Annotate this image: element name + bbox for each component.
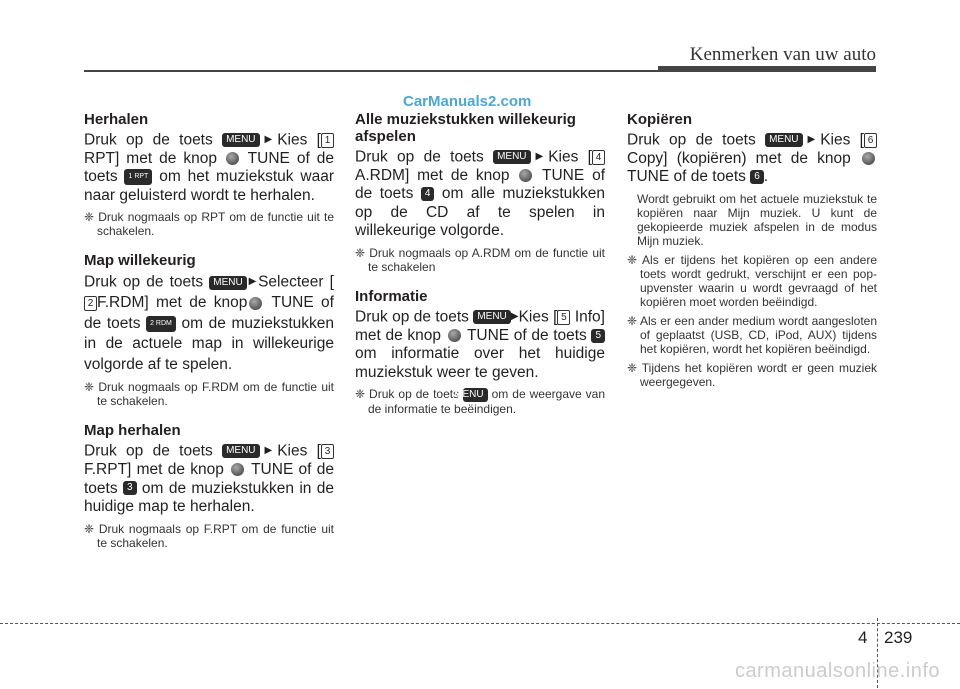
number-4-icon: 4 [592,150,605,165]
key-4-icon: 4 [421,187,435,201]
section-title: Map herhalen [84,422,181,440]
menu-key-icon: MENU [765,133,802,147]
note: ❈ Druk nogmaals op F.RPT om de functie uit te schakelen. [84,521,334,550]
number-2-icon: 2 [84,296,97,311]
tune-knob-icon [226,152,239,165]
tune-knob-icon [862,152,875,165]
note: ❈ Als er tijdens het kopiëren op een andere toets wordt gedrukt, verschijnt er een pop-upvenster waarin u wordt gevraagd of het kopiëren moet worden beëindigd. [627,252,877,309]
section-title: Informatie [355,287,428,305]
watermark-top[interactable]: CarManuals2.com [403,93,532,110]
body-text: Druk op de toets MENU ▶Kies [ 5 Info] met de knop TUNE of de toets 5 om informatie over het huidige muziekstuk weer te geven. [355,308,605,381]
arrow-right-icon: ▶ [259,134,278,145]
menu-key-icon: MENU [463,388,487,402]
key-6-icon: 6 [750,170,764,184]
number-1-icon: 1 [321,133,334,148]
body-text: Druk op de toets MENU ▶Kies [ 3 F.RPT] met de knop TUNE of de toets 3 om de muziekstukken in de huidige map te herhalen. [84,442,334,516]
note: ❈ Druk op de toets MENU om de weergave van de informatie te beëindigen. [355,387,606,417]
body-text: Druk op de toets MENU ▶Kies [ 4 A.RDM] met de knop TUNE of de toets 4 om alle muziekstukken op de CD af te spelen in willekeurige volgorde. [355,148,606,240]
key-3-icon: 3 [123,481,137,495]
section-title: Kopiëren [627,111,693,128]
number-3-icon: 3 [321,444,334,459]
note: ❈ Druk nogmaals op RPT om de functie uit te schakelen. [84,210,334,239]
number-6-icon: 6 [864,133,877,148]
section-title: Alle muziekstukken willekeurig afspelen [355,111,576,145]
body-text: Druk op de toets MENU ▶Kies [ 1 RPT] met de knop TUNE of de toets 1 RPT om het muziekstuk waar naar geluisterd wordt te herhalen. [84,131,335,204]
footer-rule [0,623,960,624]
arrow-right-icon: ▶ [259,445,278,457]
note: ❈ Druk nogmaals op F.RDM om de functie uit te schakelen. [84,380,334,409]
arrow-right-icon: ▶ [530,151,549,162]
description: Wordt gebruikt om het actuele muziekstuk te kopiëren naar Mijn muziek. U kunt de gekopieerde muziek afspelen in de modus Mijn muziek. [637,191,877,248]
key-1-rpt-icon: 1 RPT [124,169,152,185]
column-1 [84,111,334,564]
key-2-rdm-icon: 2 RDM [146,316,176,332]
section-title: Herhalen [84,111,149,128]
body-text: Druk op de toets MENU ▶Kies [ 6 Copy] (kopiëren) met de knop TUNE of de toets 6 . [627,131,877,187]
menu-key-icon: MENU [222,444,259,458]
menu-key-icon: MENU [473,310,510,324]
menu-key-icon: MENU [222,133,259,147]
watermark-bottom[interactable]: carmanualsonline.info [734,660,940,682]
number-5-icon: 5 [557,310,570,325]
arrow-right-icon: ▶ [510,310,519,322]
section-alle-willekeurig [355,111,605,274]
key-5-icon: 5 [591,329,605,343]
body-text: Druk op de toets MENU ▶Selecteer [2 F.RDM] met de knop TUNE of de toets 2 RDM om de muziekstukken in de actuele map in willekeurige volgorde af te spelen. [84,273,335,373]
page-number: 239 [884,628,913,647]
note: ❈ Druk nogmaals op A.RDM om de functie uit te schakelen [355,245,605,274]
section-map-herhalen [84,422,334,549]
section-map-willekeurig [84,252,334,408]
note: ❈ Als er een ander medium wordt aangesloten of geplaatst (USB, CD, iPod, AUX) tijdens het kopiëren, wordt het kopiëren beëindigd. [627,313,877,356]
tune-knob-icon [249,297,262,310]
menu-key-icon: MENU [209,276,246,290]
chapter-number: 4 [858,628,868,647]
section-informatie [355,288,605,416]
arrow-right-icon: ▶ [246,276,259,288]
header-title: Kenmerken van uw auto [689,44,876,65]
header-rule-thick [658,66,876,72]
note: ❈ Tijdens het kopiëren wordt er geen muziek weergegeven. [627,360,877,389]
arrow-right-icon: ▶ [802,134,821,145]
menu-key-icon: MENU [493,150,530,164]
tune-knob-icon [519,169,532,182]
column-3 [627,111,877,403]
section-title: Map willekeurig [84,252,196,270]
column-2 [355,111,605,430]
section-herhalen [84,111,334,238]
tune-knob-icon [448,329,461,342]
section-kopieren [627,111,877,389]
tune-knob-icon [231,463,244,476]
